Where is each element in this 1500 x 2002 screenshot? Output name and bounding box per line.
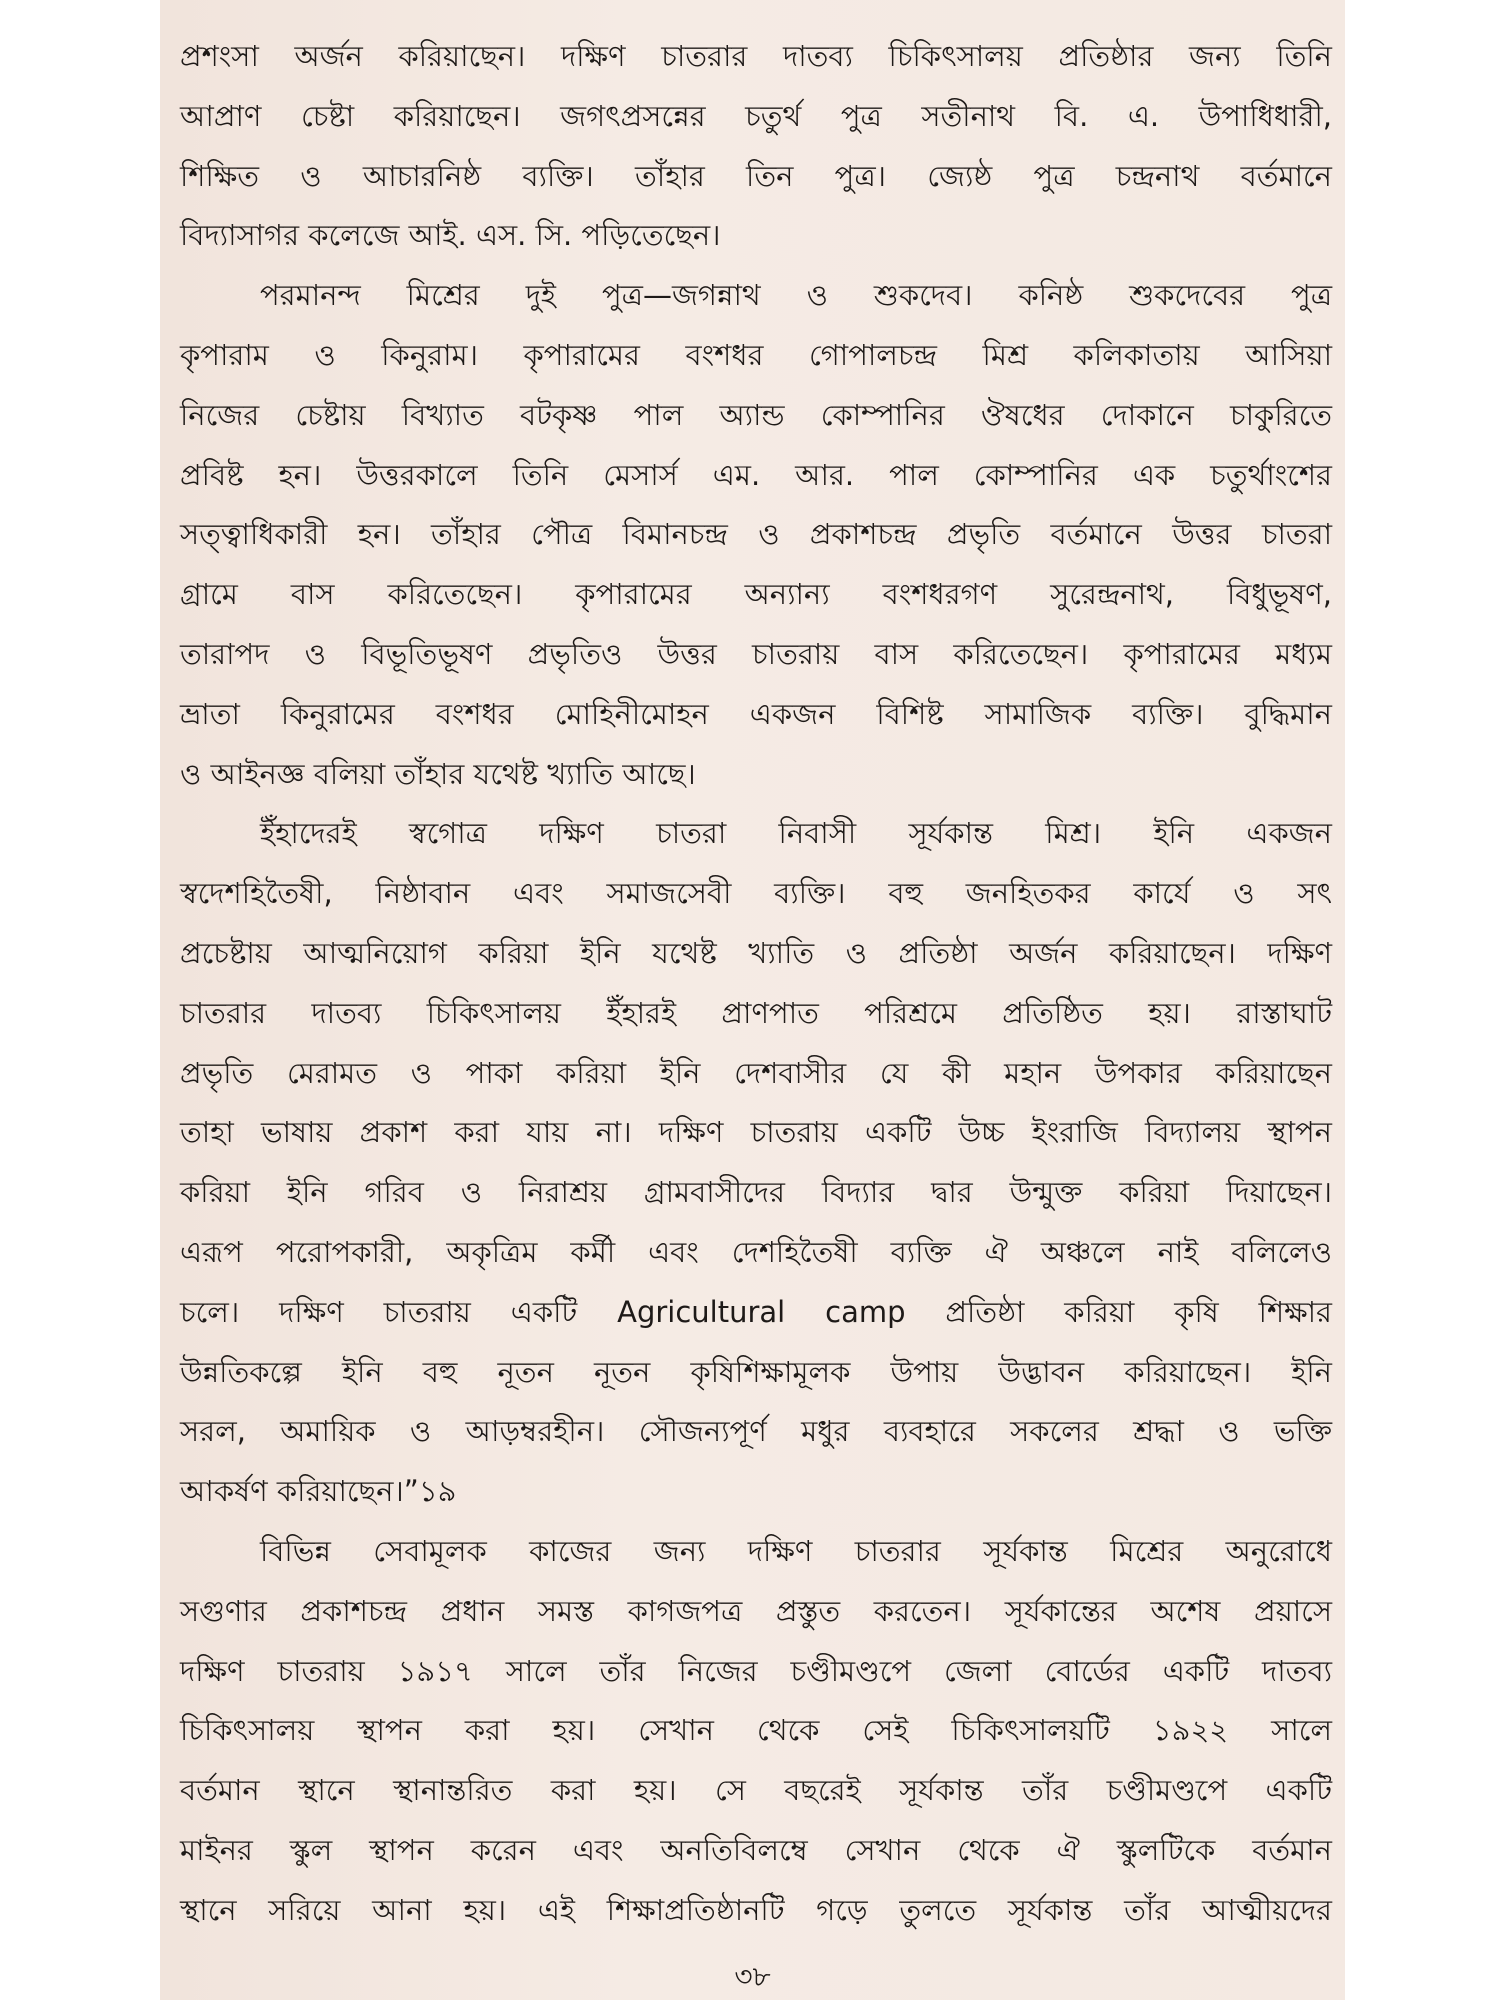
text-line: বিভিন্ন সেবামূলক কাজের জন্য দক্ষিণ চাতরার সূর্যকান্ত মিশ্রের অনুরোধে [260,1533,1332,1568]
text-line: তাহা ভাষায় প্রকাশ করা যায় না। দক্ষিণ চাতরায় একটি উচ্চ ইংরাজি বিদ্যালয় স্থাপন [180,1115,1332,1150]
text-line: প্রভৃতি মেরামত ও পাকা করিয়া ইনি দেশবাসীর যে কী মহান উপকার করিয়াছেন [180,1055,1332,1090]
text-line: প্রবিষ্ট হন। উত্তরকালে তিনি মেসার্স এম. আর. পাল কোম্পানির এক চতুর্থাংশের [180,457,1332,492]
page-body-text [180,27,1332,1941]
text-line: উন্নতিকল্পে ইনি বহু নূতন নূতন কৃষিশিক্ষামূলক উপায় উদ্ভাবন করিয়াছেন। ইনি [180,1354,1332,1389]
text-line: কৃপারাম ও কিনুরাম। কৃপারামের বংশধর গোপালচন্দ্র মিশ্র কলিকাতায় আসিয়া [180,337,1332,372]
text-line: চাতরার দাতব্য চিকিৎসালয় ইঁহারই প্রাণপাত পরিশ্রমে প্রতিষ্ঠিত হয়। রাস্তাঘাট [180,995,1332,1030]
text-line: মাইনর স্কুল স্থাপন করেন এবং অনতিবিলম্বে সেখান থেকে ঐ স্কুলটিকে বর্তমান [180,1832,1332,1867]
text-line: বিদ্যাসাগর কলেজে আই. এস. সি. পড়িতেছেন। [180,218,721,253]
text-line: ও আইনজ্ঞ বলিয়া তাঁহার যথেষ্ট খ্যাতি আছে। [180,756,696,791]
text-line: ইঁহাদেরই স্বগোত্র দক্ষিণ চাতরা নিবাসী সূর্যকান্ত মিশ্র। ইনি একজন [260,816,1332,851]
text-line: এরূপ পরোপকারী, অকৃত্রিম কর্মী এবং দেশহিতৈষী ব্যক্তি ঐ অঞ্চলে নাই বলিলেও [180,1234,1332,1269]
text-line: সরল, অমায়িক ও আড়ম্বরহীন। সৌজন্যপূর্ণ মধুর ব্যবহারে সকলের শ্রদ্ধা ও ভক্তি [180,1414,1332,1449]
text-line: বর্তমান স্থানে স্থানান্তরিত করা হয়। সে বছরেই সূর্যকান্ত তাঁর চণ্ডীমণ্ডপে একটি [180,1773,1332,1808]
text-line: সত্ত্বাধিকারী হন। তাঁহার পৌত্র বিমানচন্দ্র ও প্রকাশচন্দ্র প্রভৃতি বর্তমানে উত্তর চাতরা [180,517,1332,552]
text-line: আপ্রাণ চেষ্টা করিয়াছেন। জগৎপ্রসন্নের চতুর্থ পুত্র সতীনাথ বি. এ. উপাধিধারী, [180,98,1332,133]
text-line: দক্ষিণ চাতরায় ১৯১৭ সালে তাঁর নিজের চণ্ডীমণ্ডপে জেলা বোর্ডের একটি দাতব্য [180,1653,1332,1688]
text-line: আকর্ষণ করিয়াছেন।”১৯ [180,1474,457,1509]
text-line: তারাপদ ও বিভূতিভূষণ প্রভৃতিও উত্তর চাতরায় বাস করিতেছেন। কৃপারামের মধ্যম [180,636,1332,671]
text-line: পরমানন্দ মিশ্রের দুই পুত্র—জগন্নাথ ও শুকদেব। কনিষ্ঠ শুকদেবের পুত্র [260,278,1332,313]
text-line: স্থানে সরিয়ে আনা হয়। এই শিক্ষাপ্রতিষ্ঠানটি গড়ে তুলতে সূর্যকান্ত তাঁর আত্মীয়দের [180,1892,1332,1927]
text-line: গ্রামে বাস করিতেছেন। কৃপারামের অন্যান্য বংশধরগণ সুরেন্দ্রনাথ, বিধুভূষণ, [180,577,1332,612]
text-line: প্রশংসা অর্জন করিয়াছেন। দক্ষিণ চাতরার দাতব্য চিকিৎসালয় প্রতিষ্ঠার জন্য তিনি [180,39,1332,73]
text-line: ভ্রাতা কিনুরামের বংশধর মোহিনীমোহন একজন বিশিষ্ট সামাজিক ব্যক্তি। বুদ্ধিমান [180,696,1332,731]
text-line: প্রচেষ্টায় আত্মনিয়োগ করিয়া ইনি যথেষ্ট খ্যাতি ও প্রতিষ্ঠা অর্জন করিয়াছেন। দক্ষিণ [180,935,1332,970]
text-line: চলে। দক্ষিণ চাতরায় একটি Agricultural camp প্রতিষ্ঠা করিয়া কৃষি শিক্ষার [180,1294,1332,1329]
book-page [160,0,1345,2000]
text-line: শিক্ষিত ও আচারনিষ্ঠ ব্যক্তি। তাঁহার তিন পুত্র। জ্যেষ্ঠ পুত্র চন্দ্রনাথ বর্তমানে [180,158,1332,193]
page-number: ৩৮ [734,1960,771,1993]
text-line: চিকিৎসালয় স্থাপন করা হয়। সেখান থেকে সেই চিকিৎসালয়টি ১৯২২ সালে [180,1713,1332,1748]
text-line: সগুণার প্রকাশচন্দ্র প্রধান সমস্ত কাগজপত্র প্রস্তুত করতেন। সূর্যকান্তের অশেষ প্রয়াসে [180,1593,1332,1628]
text-line: করিয়া ইনি গরিব ও নিরাশ্রয় গ্রামবাসীদের বিদ্যার দ্বার উন্মুক্ত করিয়া দিয়াছেন। [180,1175,1332,1210]
text-line: স্বদেশহিতৈষী, নিষ্ঠাবান এবং সমাজসেবী ব্যক্তি। বহু জনহিতকর কার্যে ও সৎ [180,876,1332,911]
text-line: নিজের চেষ্টায় বিখ্যাত বটকৃষ্ণ পাল অ্যান্ড কোম্পানির ঔষধের দোকানে চাকুরিতে [180,397,1332,432]
